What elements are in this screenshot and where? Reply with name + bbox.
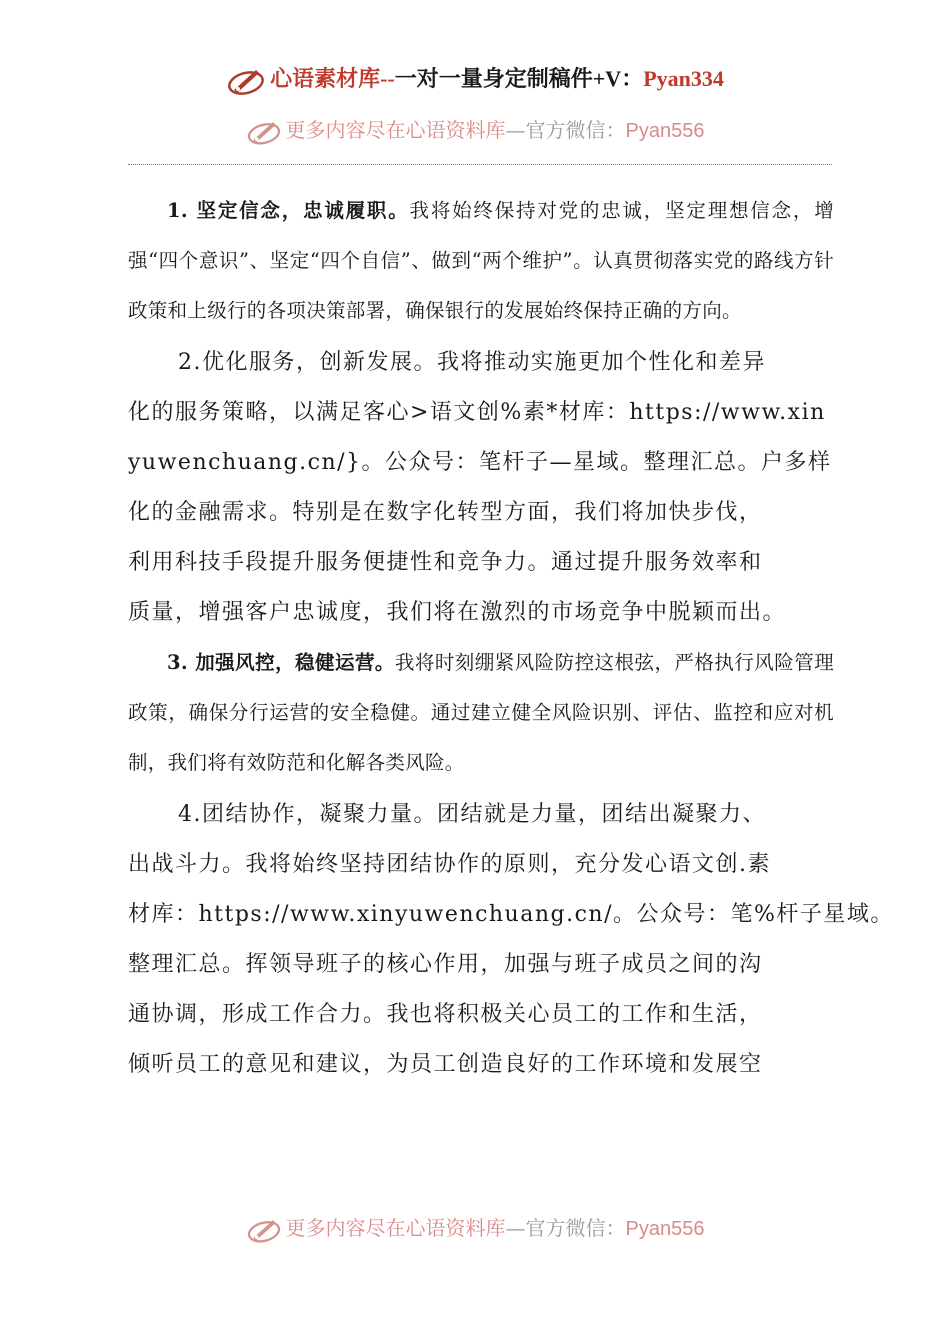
pen-logo-footer-icon [246,1216,282,1244]
pen-logo-watermark-icon [246,118,282,146]
section-4-line: 倾听员工的意见和建议，为员工创造良好的工作环境和发展空 [128,1052,763,1077]
header-brand-text: 心语素材库-- [270,66,395,91]
section-2-line: 化的服务策略，以满足客心>语文创%素*材库：https://www.xin [128,400,826,425]
section-2-line: yuwenchuang.cn/}。公众号：笔杆子—星域。整理汇总。户多样 [128,450,832,475]
section-2-line: 2.优化服务，创新发展。我将推动实施更加个性化和差异 [178,350,766,375]
header-custom-text: 一对一量身定制稿件+V： [394,66,644,91]
section-4-line: 整理汇总。挥领导班子的核心作用，加强与班子成员之间的沟 [128,952,763,977]
subtitle-suffix: —官方微信： [505,118,626,142]
section-3-heading: 3. 加强风控，稳健运营。 [167,651,395,674]
section-3-body: 我将时刻绷紧风险防控这根弦，严格执行风险管理政策，确保分行运营的安全稳健。通过建立健全风险识别、评估、监控和应对机制，我们将有效防范和化解各类风险。 [128,651,834,774]
header-divider [128,164,832,165]
pen-logo-icon [226,66,266,96]
section-2-paragraph [128,338,834,638]
document-body [128,186,894,1090]
section-1-body: 我将始终保持对党的忠诚，坚定理想信念，增强“四个意识”、坚定“四个自信”、做到“两个维护”。认真贯彻落实党的路线方针政策和上级行的各项决策部署，确保银行的发展始终保持正确的方向。 [128,199,834,322]
section-3-paragraph [128,638,834,788]
section-2-line: 质量，增强客户忠诚度，我们将在激烈的市场竞争中脱颖而出。 [128,600,787,625]
section-1-heading: 1. 坚定信念，忠诚履职。 [167,199,410,222]
section-4-paragraph [128,790,894,1090]
section-2-line: 化的金融需求。特别是在数字化转型方面，我们将加快步伐， [128,500,763,525]
footer-suffix: —官方微信： [505,1216,626,1240]
footer-wechat-id: Pyan556 [625,1218,705,1240]
section-4-line: 通协调，形成工作合力。我也将积极关心员工的工作和生活， [128,1002,763,1027]
footer-prefix: 更多内容尽在心语资料库 [285,1216,506,1240]
section-4-line: 材库：https://www.xinyuwenchuang.cn/。公众号：笔%杆子星域。 [128,902,894,927]
footer-watermark [0,1212,950,1244]
section-1-paragraph [128,186,834,336]
subtitle-prefix: 更多内容尽在心语资料库 [285,118,506,142]
subtitle-wechat-id: Pyan556 [625,120,705,142]
header-subtitle [0,114,950,146]
section-4-line: 4.团结协作，凝聚力量。团结就是力量，团结出凝聚力、 [178,802,766,827]
header-wechat-id: Pyan334 [643,66,724,91]
section-2-line: 利用科技手段提升服务便捷性和竞争力。通过提升服务效率和 [128,550,763,575]
section-4-line: 出战斗力。我将始终坚持团结协作的原则，充分发心语文创.素 [128,852,771,877]
header-title [0,62,950,96]
